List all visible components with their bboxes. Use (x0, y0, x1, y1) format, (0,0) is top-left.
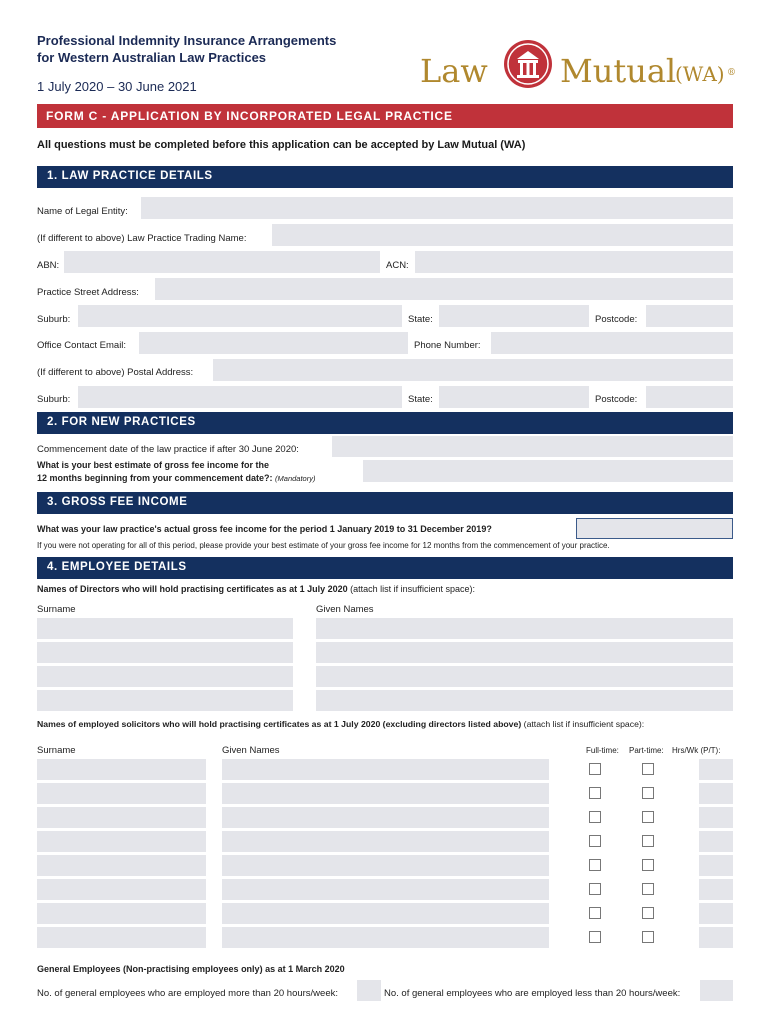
solicitor-5-given-names[interactable] (222, 855, 549, 876)
solicitor-8-given-names[interactable] (222, 927, 549, 948)
solicitor-2-given-names[interactable] (222, 783, 549, 804)
solicitor-3-surname[interactable] (37, 807, 206, 828)
solicitor-5-part-time-checkbox[interactable] (642, 859, 654, 871)
law-mutual-logo (420, 38, 736, 94)
section-4-heading: 4. EMPLOYEE DETAILS (37, 557, 733, 579)
gross-fee-note: If you were not operating for all of this period, please provide your best estimate of your gross fee income for 12 months from the commencement of your practice. (37, 541, 610, 550)
estimate-label-text: 12 months beginning from your commencement date?: (37, 473, 273, 483)
trading-name-field[interactable] (272, 224, 733, 246)
solicitor-2-part-time-checkbox[interactable] (642, 787, 654, 799)
director-2-given-names[interactable] (316, 642, 733, 663)
less-than-20-field[interactable] (700, 980, 733, 1001)
solicitor-8-surname[interactable] (37, 927, 206, 948)
office-email-label: Office Contact Email: (37, 340, 127, 351)
full-time-header: Full-time: (586, 746, 619, 755)
solicitor-7-part-time-checkbox[interactable] (642, 907, 654, 919)
estimate-field[interactable] (363, 460, 733, 482)
hrs-wk-header: Hrs/Wk (P/T): (672, 746, 721, 755)
solicitors-heading-note: (attach list if insufficient space): (523, 719, 645, 729)
solicitor-1-surname[interactable] (37, 759, 206, 780)
general-employees-heading: General Employees (Non-practising employees only) as at 1 March 2020 (37, 964, 345, 974)
commencement-label: Commencement date of the law practice if after 30 June 2020: (37, 444, 299, 455)
postal-state-label: State: (408, 394, 433, 405)
legal-entity-field[interactable] (141, 197, 733, 219)
solicitor-6-surname[interactable] (37, 879, 206, 900)
solicitor-5-surname[interactable] (37, 855, 206, 876)
director-4-given-names[interactable] (316, 690, 733, 711)
commencement-field[interactable] (332, 436, 733, 457)
suburb-field[interactable] (78, 305, 402, 327)
directors-surname-header: Surname (37, 604, 76, 615)
office-email-field[interactable] (139, 332, 408, 354)
postal-state-field[interactable] (439, 386, 589, 408)
state-label: State: (408, 314, 433, 325)
estimate-label-line1: What is your best estimate of gross fee income for the (37, 460, 270, 470)
solicitor-2-surname[interactable] (37, 783, 206, 804)
directors-heading-note: (attach list if insufficient space): (350, 584, 476, 594)
mandatory-note: (Mandatory) (275, 474, 316, 483)
solicitor-7-given-names[interactable] (222, 903, 549, 924)
solicitor-3-hrs-wk[interactable] (699, 807, 733, 828)
solicitor-1-full-time-checkbox[interactable] (589, 763, 601, 775)
legal-entity-label: Name of Legal Entity: (37, 206, 128, 217)
postal-address-field[interactable] (213, 359, 733, 381)
postal-suburb-field[interactable] (78, 386, 402, 408)
solicitor-4-hrs-wk[interactable] (699, 831, 733, 852)
gross-fee-question: What was your law practice's actual gross fee income for the period 1 January 2019 to 31 December 2019? (37, 524, 492, 534)
acn-label: ACN: (386, 260, 409, 271)
section-1-heading: 1. LAW PRACTICE DETAILS (37, 166, 733, 188)
director-3-surname[interactable] (37, 666, 293, 687)
solicitor-6-given-names[interactable] (222, 879, 549, 900)
solicitor-3-given-names[interactable] (222, 807, 549, 828)
header-period: 1 July 2020 – 30 June 2021 (37, 79, 197, 94)
scales-of-justice-icon (500, 38, 556, 90)
section-3-heading: 3. GROSS FEE INCOME (37, 492, 733, 514)
postal-address-label: (If different to above) Postal Address: (37, 367, 194, 378)
solicitor-7-hrs-wk[interactable] (699, 903, 733, 924)
abn-field[interactable] (64, 251, 380, 273)
header-title-line1: Professional Indemnity Insurance Arrangements (37, 33, 337, 48)
solicitor-6-full-time-checkbox[interactable] (589, 883, 601, 895)
solicitor-8-part-time-checkbox[interactable] (642, 931, 654, 943)
solicitors-given-names-header: Given Names (222, 745, 280, 756)
directors-given-names-header: Given Names (316, 604, 374, 615)
solicitor-4-surname[interactable] (37, 831, 206, 852)
more-than-20-field[interactable] (357, 980, 381, 1001)
solicitors-heading (37, 719, 644, 729)
solicitor-5-full-time-checkbox[interactable] (589, 859, 601, 871)
solicitor-4-part-time-checkbox[interactable] (642, 835, 654, 847)
more-than-20-label: No. of general employees who are employed more than 20 hours/week: (37, 988, 339, 999)
solicitor-6-hrs-wk[interactable] (699, 879, 733, 900)
solicitor-4-given-names[interactable] (222, 831, 549, 852)
solicitor-2-full-time-checkbox[interactable] (589, 787, 601, 799)
directors-heading-text: Names of Directors who will hold practising certificates as at 1 July 2020 (37, 584, 348, 594)
director-4-surname[interactable] (37, 690, 293, 711)
solicitor-2-hrs-wk[interactable] (699, 783, 733, 804)
solicitor-7-surname[interactable] (37, 903, 206, 924)
less-than-20-label: No. of general employees who are employed less than 20 hours/week: (384, 988, 681, 999)
director-1-surname[interactable] (37, 618, 293, 639)
solicitor-1-hrs-wk[interactable] (699, 759, 733, 780)
phone-field[interactable] (491, 332, 733, 354)
estimate-label-line2 (37, 473, 315, 483)
street-address-field[interactable] (155, 278, 733, 300)
director-2-surname[interactable] (37, 642, 293, 663)
solicitors-surname-header: Surname (37, 745, 76, 756)
gross-fee-field[interactable] (576, 518, 733, 539)
logo-mutual-text: Mutual (560, 52, 677, 90)
solicitor-8-hrs-wk[interactable] (699, 927, 733, 948)
solicitor-3-full-time-checkbox[interactable] (589, 811, 601, 823)
form-banner: FORM C - APPLICATION BY INCORPORATED LEGAL PRACTICE (37, 104, 733, 128)
suburb-label: Suburb: (37, 314, 71, 325)
solicitor-1-part-time-checkbox[interactable] (642, 763, 654, 775)
solicitor-1-given-names[interactable] (222, 759, 549, 780)
solicitor-8-full-time-checkbox[interactable] (589, 931, 601, 943)
director-3-given-names[interactable] (316, 666, 733, 687)
solicitor-4-full-time-checkbox[interactable] (589, 835, 601, 847)
phone-label: Phone Number: (414, 340, 481, 351)
logo-registered-mark: ® (727, 68, 736, 78)
instruction-text: All questions must be completed before this application can be accepted by Law Mutual (WA) (37, 139, 526, 151)
trading-name-label: (If different to above) Law Practice Trading Name: (37, 233, 247, 244)
solicitors-heading-text: Names of employed solicitors who will hold practising certificates as at 1 July 2020 (excluding directors listed above) (37, 719, 522, 729)
acn-field[interactable] (415, 251, 733, 273)
postal-postcode-label: Postcode: (595, 394, 638, 405)
postal-postcode-field[interactable] (646, 386, 733, 408)
director-1-given-names[interactable] (316, 618, 733, 639)
postcode-field[interactable] (646, 305, 733, 327)
directors-heading (37, 584, 475, 594)
solicitor-7-full-time-checkbox[interactable] (589, 907, 601, 919)
logo-wa-text: (WA) (675, 62, 725, 86)
abn-label: ABN: (37, 260, 60, 271)
solicitor-6-part-time-checkbox[interactable] (642, 883, 654, 895)
solicitor-3-part-time-checkbox[interactable] (642, 811, 654, 823)
postcode-label: Postcode: (595, 314, 638, 325)
logo-law-text: Law (420, 52, 488, 90)
postal-suburb-label: Suburb: (37, 394, 71, 405)
part-time-header: Part-time: (629, 746, 664, 755)
solicitor-5-hrs-wk[interactable] (699, 855, 733, 876)
header-title-line2: for Western Australian Law Practices (37, 50, 267, 65)
section-2-heading: 2. FOR NEW PRACTICES (37, 412, 733, 434)
state-field[interactable] (439, 305, 589, 327)
street-address-label: Practice Street Address: (37, 287, 139, 298)
